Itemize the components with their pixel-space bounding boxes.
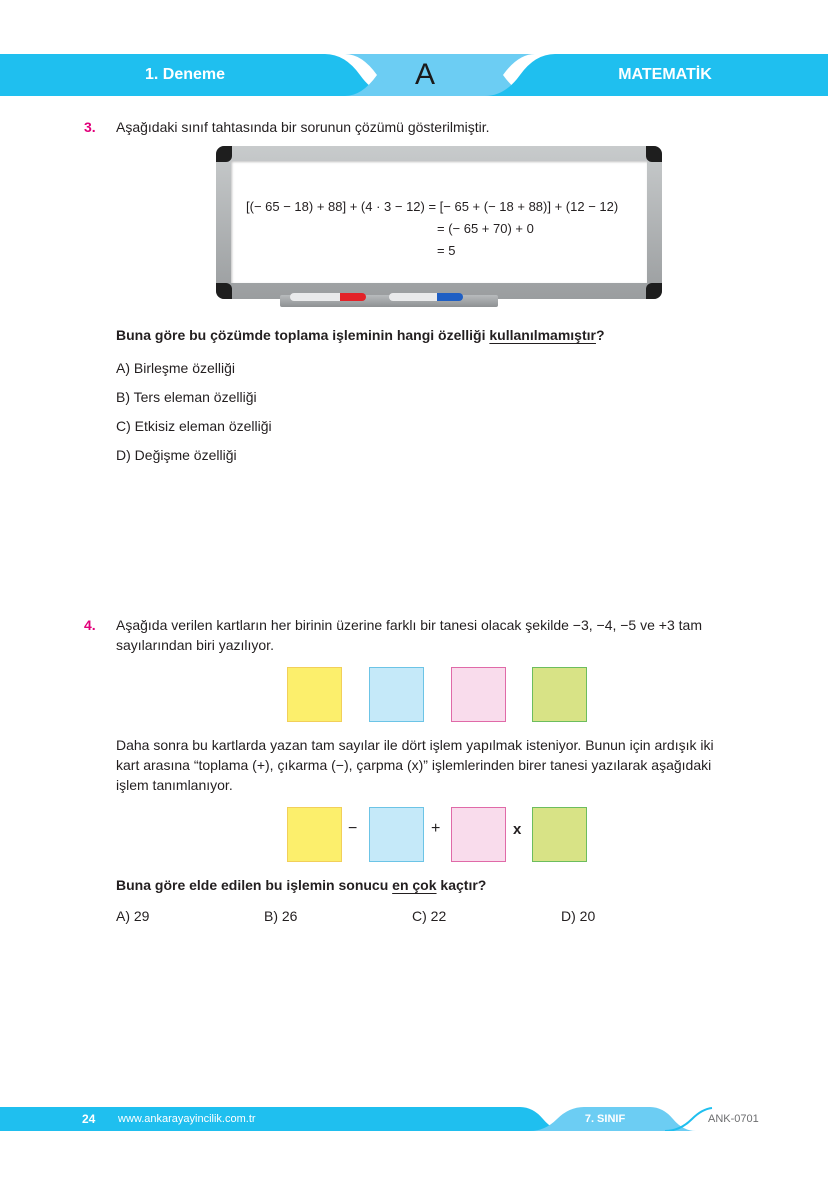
operation-card-pink	[451, 807, 506, 862]
blue-marker-icon	[389, 293, 463, 301]
times-operator: x	[513, 821, 522, 838]
equation-line-3: = 5	[437, 243, 456, 258]
plus-operator: +	[431, 820, 441, 837]
emphasis-word: kullanılmamıştır	[489, 327, 596, 343]
minus-operator: −	[348, 820, 358, 837]
option-a[interactable]: A) Birleşme özelliği	[116, 360, 236, 376]
question-3-stem: Buna göre bu çözümde toplama işleminin hangi özelliği kullanılmamıştır?	[116, 327, 605, 343]
option-d[interactable]: D) Değişme özelliği	[116, 447, 237, 463]
question-4-number: 4.	[84, 617, 96, 633]
whiteboard-corner	[216, 146, 232, 162]
option-c[interactable]: C) 22	[412, 908, 447, 924]
option-b[interactable]: B) Ters eleman özelliği	[116, 389, 257, 405]
grade-label: 7. SINIF	[584, 1113, 626, 1125]
question-3-number: 3.	[84, 119, 96, 135]
question-4-paragraph-line-2: kart arasına “toplama (+), çıkarma (−), çarpma (x)” işlemlerinden birer tanesi yazılarak aşağıdaki	[116, 757, 712, 773]
question-4-paragraph-line-3: işlem tanımlanıyor.	[116, 777, 233, 793]
card-green	[532, 667, 587, 722]
booklet-code: ANK-0701	[708, 1113, 759, 1125]
option-b[interactable]: B) 26	[264, 908, 298, 924]
page-footer	[0, 1107, 828, 1131]
operation-card-yellow	[287, 807, 342, 862]
emphasis-word: en çok	[392, 877, 437, 893]
whiteboard	[216, 146, 662, 299]
whiteboard-corner	[646, 283, 662, 299]
operation-card-blue	[369, 807, 424, 862]
option-d[interactable]: D) 20	[561, 908, 596, 924]
question-4-prompt-line-1: Aşağıda verilen kartların her birinin üzerine farklı bir tanesi olacak şekilde −3, −4, −5 ve +3 tam	[116, 617, 702, 633]
equation-line-1: [(− 65 − 18) + 88] + (4 · 3 − 12) = [− 65 + (− 18 + 88)] + (12 − 12)	[246, 199, 619, 214]
subject-title: MATEMATİK	[618, 66, 712, 83]
question-4-prompt-line-2: sayılarından biri yazılıyor.	[116, 637, 274, 653]
equation-line-2: = (− 65 + 70) + 0	[437, 221, 534, 236]
exam-title: 1. Deneme	[144, 66, 226, 83]
page-header	[0, 54, 828, 96]
option-c[interactable]: C) Etkisiz eleman özelliği	[116, 418, 272, 434]
option-a[interactable]: A) 29	[116, 908, 150, 924]
operation-card-green	[532, 807, 587, 862]
whiteboard-corner	[646, 146, 662, 162]
card-blue	[369, 667, 424, 722]
card-yellow	[287, 667, 342, 722]
question-3-prompt: Aşağıdaki sınıf tahtasında bir sorunun çözümü gösterilmiştir.	[116, 119, 490, 135]
red-marker-icon	[290, 293, 366, 301]
whiteboard-corner	[216, 283, 232, 299]
website-link[interactable]: www.ankarayayincilik.com.tr	[118, 1113, 256, 1125]
card-pink	[451, 667, 506, 722]
question-4-stem: Buna göre elde edilen bu işlemin sonucu en çok kaçtır?	[116, 877, 487, 893]
question-4-paragraph-line-1: Daha sonra bu kartlarda yazan tam sayılar ile dört işlem yapılmak isteniyor. Bunun için ardışık iki	[116, 737, 714, 753]
page-number: 24	[82, 1112, 96, 1126]
booklet-letter: A	[414, 58, 435, 91]
